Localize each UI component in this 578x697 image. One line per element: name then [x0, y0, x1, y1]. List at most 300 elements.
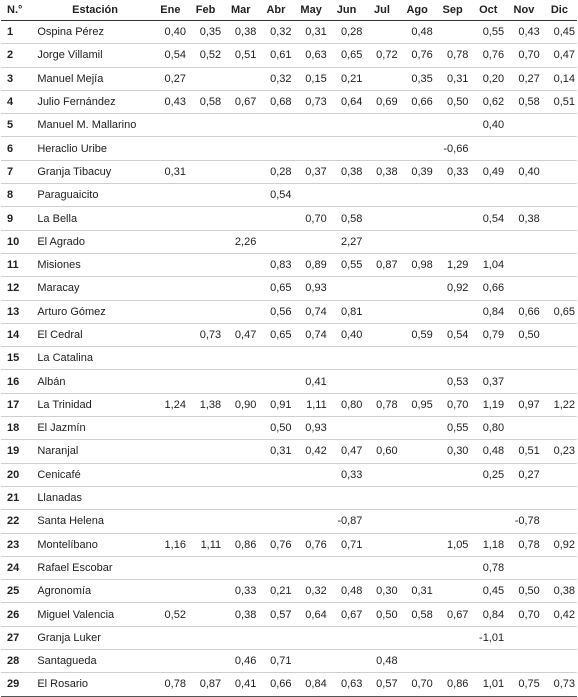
station-name: Montelíbano: [37, 538, 98, 551]
month-value: 0,35: [199, 26, 222, 39]
row-number: 9: [7, 212, 14, 225]
row-number: 18: [7, 422, 20, 435]
month-value: [364, 67, 399, 90]
station-name: Llanadas: [37, 492, 82, 505]
month-value: [329, 137, 365, 160]
month-value: 0,73: [553, 678, 575, 691]
month-value: 1,11: [306, 398, 327, 411]
row-number: 12: [7, 282, 20, 295]
month-value: [542, 160, 577, 183]
month-value: 0,32: [305, 585, 327, 598]
month-value: [294, 486, 329, 509]
table-row: [1, 347, 577, 370]
station-name: Paraguaicito: [37, 189, 99, 202]
month-value: 0,47: [553, 49, 575, 62]
month-value: 0,59: [411, 329, 433, 341]
month-value: 1,01: [482, 678, 505, 691]
table-row: [1, 207, 577, 230]
month-value: [153, 277, 188, 300]
month-value: [153, 323, 188, 346]
month-value: 0,48: [482, 445, 505, 458]
month-value: 0,62: [482, 96, 505, 109]
month-value: 0,31: [411, 585, 433, 598]
month-value: [400, 533, 435, 556]
month-value: [435, 510, 471, 533]
month-value: [153, 370, 188, 393]
month-value: [400, 230, 435, 253]
month-value: [294, 510, 329, 533]
station-name: Agronomía: [37, 585, 92, 598]
month-value: [294, 230, 329, 253]
month-value: 0,58: [411, 608, 433, 621]
month-value: 0,84: [482, 305, 505, 318]
header-ene: Ene: [153, 0, 188, 21]
month-value: 0,65: [340, 49, 363, 62]
month-value: 0,43: [164, 96, 186, 109]
month-value: [188, 230, 223, 253]
month-value: [400, 556, 435, 579]
month-value: 0,69: [376, 96, 398, 109]
row-number: 8: [7, 189, 14, 202]
header-nov: Nov: [506, 0, 542, 21]
month-value: 0,58: [340, 212, 363, 225]
month-value: 0,30: [447, 445, 469, 458]
month-value: 1,24: [164, 398, 186, 411]
table-row: [1, 580, 577, 603]
month-value: 0,66: [518, 305, 540, 318]
month-value: 0,23: [553, 445, 575, 458]
row-number: 24: [7, 561, 20, 574]
month-value: 0,41: [234, 678, 257, 691]
month-value: 0,37: [482, 375, 505, 388]
month-value: [223, 463, 258, 486]
month-value: 0,65: [270, 329, 292, 341]
month-value: [188, 277, 223, 300]
month-value: [188, 114, 223, 137]
month-value: 0,73: [305, 96, 327, 109]
month-value: [188, 184, 223, 207]
month-value: 0,68: [270, 96, 292, 109]
month-value: [400, 114, 435, 137]
month-value: [400, 463, 435, 486]
month-value: [506, 230, 542, 253]
month-value: 0,60: [376, 445, 398, 458]
station-name: La Trinidad: [37, 398, 92, 411]
stations-table: [1, 0, 577, 697]
month-value: 0,78: [447, 49, 469, 62]
month-value: [329, 370, 365, 393]
month-value: 0,98: [411, 259, 433, 272]
month-value: 0,38: [518, 212, 540, 225]
month-value: 0,57: [270, 608, 292, 621]
month-value: 0,52: [164, 608, 186, 621]
month-value: [153, 556, 188, 579]
month-value: [329, 486, 365, 509]
month-value: [258, 230, 293, 253]
row-number: 11: [7, 259, 19, 272]
month-value: [542, 370, 577, 393]
month-value: [435, 556, 471, 579]
station-name: Rafael Escobar: [37, 561, 113, 574]
month-value: 1,11: [200, 538, 222, 551]
month-value: 0,30: [376, 585, 398, 598]
month-value: 0,38: [553, 585, 575, 598]
month-value: [258, 137, 293, 160]
month-value: [223, 160, 258, 183]
month-value: [294, 184, 329, 207]
month-value: [542, 650, 577, 673]
table-row: [1, 277, 577, 300]
month-value: [364, 230, 399, 253]
row-number: 6: [7, 142, 14, 155]
month-value: 0,67: [234, 96, 257, 109]
row-number: 22: [7, 515, 20, 528]
month-value: 0,15: [305, 72, 327, 85]
month-value: [223, 300, 258, 323]
month-value: 0,71: [270, 655, 292, 668]
month-value: [364, 417, 399, 440]
month-value: [294, 114, 329, 137]
month-value: [188, 207, 223, 230]
row-number: 5: [7, 119, 14, 132]
month-value: 0,71: [340, 538, 363, 551]
month-value: 0,93: [305, 282, 327, 295]
month-value: [435, 21, 471, 44]
header-may: May: [294, 0, 329, 21]
header-abr: Abr: [258, 0, 293, 21]
station-name: Cenicafé: [37, 468, 81, 481]
month-value: [435, 230, 471, 253]
month-value: [294, 463, 329, 486]
month-value: [400, 486, 435, 509]
month-value: -0,87: [337, 515, 363, 528]
month-value: 0,86: [234, 538, 257, 551]
month-value: [188, 67, 223, 90]
month-value: [400, 277, 435, 300]
month-value: 0,63: [340, 678, 363, 691]
table-row: [1, 440, 577, 463]
month-value: 0,76: [305, 538, 327, 551]
month-value: [506, 626, 542, 649]
month-value: 0,72: [376, 49, 398, 62]
station-name: El Jazmín: [37, 422, 86, 435]
month-value: [364, 114, 399, 137]
station-name: Heraclio Uribe: [37, 142, 108, 155]
month-value: [153, 417, 188, 440]
station-name: Santa Helena: [37, 515, 104, 528]
month-value: 0,21: [340, 72, 363, 85]
month-value: [258, 207, 293, 230]
month-value: 0,92: [447, 282, 469, 295]
month-value: 0,67: [447, 608, 469, 621]
month-value: [153, 114, 188, 137]
month-value: [223, 510, 258, 533]
month-value: [364, 137, 399, 160]
month-value: [542, 626, 577, 649]
month-value: [400, 137, 435, 160]
month-value: 0,45: [482, 585, 505, 598]
month-value: 0,76: [482, 49, 505, 62]
month-value: [542, 556, 577, 579]
month-value: [435, 626, 471, 649]
station-name: Miguel Valencia: [37, 608, 115, 621]
table-row: [1, 184, 577, 207]
month-value: [258, 370, 293, 393]
month-value: [400, 370, 435, 393]
month-value: [435, 486, 471, 509]
month-value: 0,86: [447, 678, 469, 691]
month-value: [364, 626, 399, 649]
month-value: 0,27: [518, 72, 540, 85]
row-number: 13: [7, 305, 20, 318]
row-number: 28: [7, 655, 20, 668]
station-name: Misiones: [37, 259, 81, 272]
month-value: [542, 417, 577, 440]
month-value: 0,35: [411, 72, 433, 85]
month-value: [188, 556, 223, 579]
station-name: Jorge Villamil: [37, 49, 103, 62]
month-value: 0,79: [482, 329, 505, 341]
month-value: 0,33: [447, 165, 469, 178]
month-value: 1,29: [447, 259, 469, 272]
row-number: 4: [7, 96, 14, 109]
month-value: [435, 207, 471, 230]
month-value: [223, 253, 258, 276]
month-value: 0,42: [305, 445, 327, 458]
month-value: [364, 533, 399, 556]
table-row: [1, 510, 577, 533]
row-number: 2: [7, 49, 14, 62]
row-number: 16: [7, 375, 20, 388]
month-value: [329, 114, 365, 137]
month-value: [435, 650, 471, 673]
month-value: 0,41: [305, 375, 327, 388]
month-value: [506, 114, 542, 137]
month-value: [435, 300, 471, 323]
row-number: 19: [7, 445, 20, 458]
month-value: [258, 347, 293, 370]
month-value: 0,78: [376, 398, 398, 411]
month-value: [153, 650, 188, 673]
month-value: [506, 137, 542, 160]
month-value: [329, 184, 365, 207]
station-name: La Catalina: [37, 352, 93, 365]
station-name: Manuel M. Mallarino: [37, 119, 137, 132]
month-value: [400, 417, 435, 440]
month-value: 1,22: [553, 398, 575, 411]
month-value: 0,32: [270, 72, 292, 85]
month-value: [258, 510, 293, 533]
header-jun: Jun: [329, 0, 365, 21]
month-value: 0,31: [164, 165, 186, 178]
month-value: 0,28: [340, 26, 363, 39]
month-value: 0,73: [199, 329, 222, 341]
month-value: 0,27: [518, 468, 540, 481]
month-value: [435, 463, 471, 486]
month-value: 0,74: [305, 329, 327, 341]
table-row: [1, 603, 577, 626]
month-value: [542, 114, 577, 137]
month-value: [258, 486, 293, 509]
month-value: 0,84: [305, 678, 327, 691]
month-value: 0,87: [199, 678, 222, 691]
month-value: 0,83: [270, 259, 292, 272]
station-name: Julio Fernández: [37, 96, 116, 109]
month-value: 2,26: [234, 235, 257, 248]
month-value: 0,31: [305, 26, 327, 39]
month-value: [542, 323, 577, 346]
month-value: 0,50: [518, 329, 540, 341]
month-value: [542, 347, 577, 370]
month-value: 0,54: [164, 49, 186, 62]
month-value: 0,53: [447, 375, 469, 388]
month-value: [542, 253, 577, 276]
station-name: Granja Tibacuy: [37, 165, 112, 178]
month-value: [506, 253, 542, 276]
month-value: 0,40: [340, 329, 363, 341]
month-value: [506, 370, 542, 393]
month-value: [329, 347, 365, 370]
month-value: 0,91: [270, 398, 292, 411]
month-value: 0,95: [411, 398, 433, 411]
month-value: [223, 556, 258, 579]
month-value: [153, 253, 188, 276]
month-value: [364, 21, 399, 44]
month-value: [364, 370, 399, 393]
month-value: 0,78: [518, 538, 540, 551]
month-value: 0,14: [553, 72, 575, 85]
month-value: 0,48: [376, 655, 398, 668]
month-value: [400, 184, 435, 207]
month-value: 0,48: [340, 585, 363, 598]
month-value: 0,55: [340, 259, 363, 272]
month-value: [542, 207, 577, 230]
month-value: 0,54: [482, 212, 505, 225]
month-value: 1,38: [199, 398, 222, 411]
table-row: [1, 556, 577, 579]
month-value: [364, 510, 399, 533]
month-value: [223, 184, 258, 207]
month-value: [435, 347, 471, 370]
month-value: 0,27: [164, 72, 186, 85]
month-value: [223, 486, 258, 509]
month-value: [223, 370, 258, 393]
month-value: -0,66: [443, 142, 469, 155]
month-value: [188, 300, 223, 323]
month-value: [364, 184, 399, 207]
month-value: 0,57: [376, 678, 398, 691]
month-value: 0,25: [482, 468, 505, 481]
month-value: 0,37: [305, 165, 327, 178]
month-value: [542, 277, 577, 300]
month-value: [506, 417, 542, 440]
row-number: 10: [7, 235, 20, 248]
station-name: Santagueda: [37, 655, 97, 668]
month-value: 0,64: [305, 608, 327, 621]
month-value: [400, 510, 435, 533]
month-value: 0,66: [482, 282, 505, 295]
month-value: [542, 230, 577, 253]
station-name: Maracay: [37, 282, 80, 295]
row-number: 7: [7, 165, 14, 178]
month-value: 0,78: [482, 561, 505, 574]
month-value: [188, 650, 223, 673]
month-value: [506, 486, 542, 509]
month-value: 0,33: [340, 468, 363, 481]
month-value: 0,49: [482, 165, 505, 178]
month-value: 1,04: [482, 259, 505, 272]
month-value: [153, 626, 188, 649]
row-number: 27: [7, 631, 20, 644]
month-value: [188, 137, 223, 160]
month-value: 0,55: [482, 26, 505, 39]
month-value: [506, 184, 542, 207]
month-value: [294, 137, 329, 160]
month-value: [329, 626, 365, 649]
month-value: 0,93: [305, 422, 327, 435]
month-value: 0,54: [270, 189, 292, 202]
month-value: 0,97: [518, 398, 540, 411]
month-value: 0,54: [447, 329, 469, 341]
table-row: [1, 137, 577, 160]
month-value: 0,43: [518, 26, 540, 39]
table-row: [1, 393, 577, 416]
month-value: 0,50: [270, 422, 292, 435]
table-row: [1, 650, 577, 673]
station-name: El Cedral: [37, 329, 83, 341]
station-name: El Agrado: [37, 235, 86, 248]
month-value: [470, 137, 506, 160]
month-value: 1,19: [482, 398, 505, 411]
month-value: [294, 650, 329, 673]
month-value: [153, 300, 188, 323]
month-value: 0,78: [164, 678, 186, 691]
month-value: 0,42: [553, 608, 575, 621]
month-value: [470, 230, 506, 253]
row-number: 15: [7, 352, 20, 365]
month-value: 0,47: [234, 329, 257, 341]
month-value: 0,50: [518, 585, 540, 598]
month-value: [400, 626, 435, 649]
month-value: [400, 650, 435, 673]
month-value: 0,64: [340, 96, 363, 109]
row-number: 3: [7, 72, 14, 85]
station-name: El Rosario: [37, 678, 89, 691]
table-row: [1, 626, 577, 649]
month-value: [188, 417, 223, 440]
month-value: [542, 510, 577, 533]
table-row: [1, 160, 577, 183]
month-value: [258, 463, 293, 486]
month-value: [153, 347, 188, 370]
month-value: [400, 440, 435, 463]
month-value: 0,51: [553, 96, 575, 109]
month-value: 1,16: [164, 538, 186, 551]
month-value: [294, 556, 329, 579]
month-value: [188, 440, 223, 463]
table-row: [1, 114, 577, 137]
month-value: 2,27: [340, 235, 363, 248]
month-value: 0,39: [411, 165, 433, 178]
month-value: -1,01: [479, 631, 505, 644]
month-value: [188, 603, 223, 626]
month-value: 0,33: [234, 585, 257, 598]
month-value: [188, 253, 223, 276]
month-value: [364, 277, 399, 300]
table-row: [1, 21, 577, 44]
table-row: [1, 230, 577, 253]
month-value: 0,50: [447, 96, 469, 109]
